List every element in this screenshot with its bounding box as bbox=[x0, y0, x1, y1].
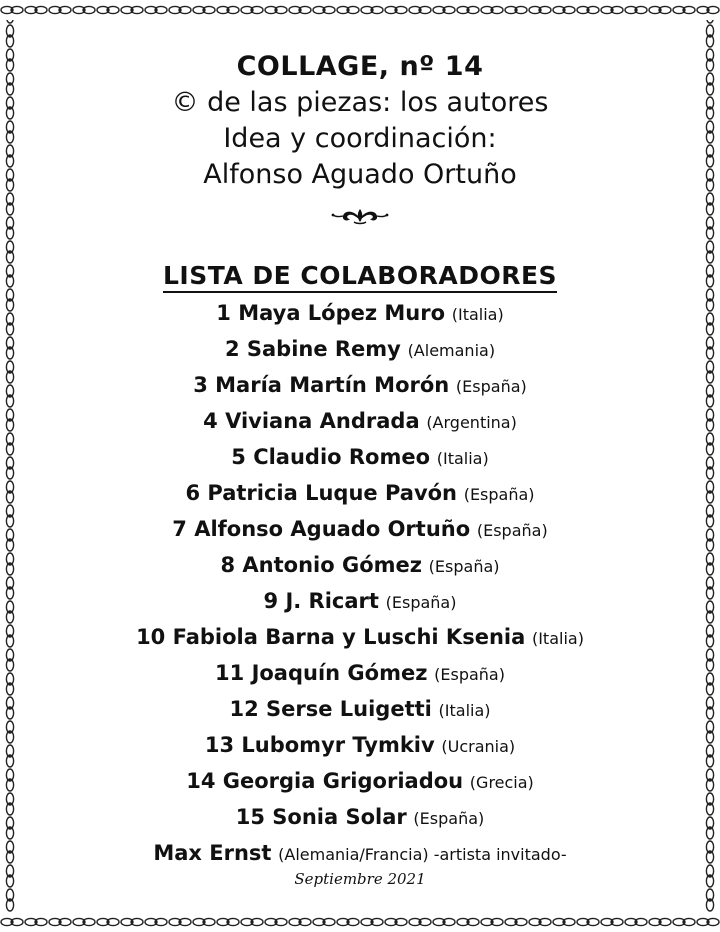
list-item bbox=[20, 800, 700, 836]
page-content bbox=[20, 20, 700, 912]
collaborator-country: (España) bbox=[463, 485, 535, 504]
collaborator-country: (España) bbox=[434, 665, 505, 684]
collaborator-name: 14 Georgia Grigoriadou bbox=[186, 769, 464, 793]
list-item bbox=[20, 764, 700, 800]
collaborator-country: (España) bbox=[413, 809, 485, 828]
collaborator-country: (Italia) bbox=[531, 629, 584, 648]
list-item bbox=[20, 728, 700, 764]
border-top bbox=[0, 0, 720, 20]
collaborator-country: (España) bbox=[476, 521, 548, 540]
collaborator-name: 1 Maya López Muro bbox=[216, 301, 446, 325]
collaborator-name: 10 Fabiola Barna y Luschi Ksenia bbox=[136, 625, 526, 649]
collaborator-country: (Argentina) bbox=[426, 413, 517, 432]
collaborator-country: (Italia) bbox=[451, 305, 504, 324]
collaborator-name: 12 Serse Luigetti bbox=[229, 697, 432, 721]
list-item bbox=[20, 332, 700, 368]
copyright-line: © de las piezas: los autores bbox=[171, 87, 549, 118]
idea-label: Idea y coordinación: bbox=[223, 123, 497, 154]
guest-country: (Alemania/Francia) -artista invitado- bbox=[278, 845, 567, 864]
ornamental-border-icon bbox=[700, 0, 720, 932]
publication-date: Septiembre 2021 bbox=[294, 870, 426, 888]
collaborator-name: 9 J. Ricart bbox=[263, 589, 379, 613]
guest-name: Max Ernst bbox=[153, 841, 272, 865]
list-item bbox=[20, 296, 700, 332]
list-item bbox=[20, 368, 700, 404]
collaborator-name: 3 María Martín Morón bbox=[193, 373, 450, 397]
list-heading-text: LISTA DE COLABORADORES bbox=[163, 261, 557, 293]
list-item bbox=[20, 548, 700, 584]
list-item bbox=[20, 620, 700, 656]
border-right bbox=[700, 0, 720, 932]
collaborators-list bbox=[20, 296, 700, 872]
collaborator-name: 5 Claudio Romeo bbox=[231, 445, 431, 469]
collaborator-name: 7 Alfonso Aguado Ortuño bbox=[172, 517, 471, 541]
collaborator-country: (Italia) bbox=[436, 449, 489, 468]
list-item bbox=[20, 404, 700, 440]
collaborator-country: (Italia) bbox=[438, 701, 491, 720]
collaborator-country: (España) bbox=[428, 557, 500, 576]
collaborator-name: 11 Joaquín Gómez bbox=[215, 661, 428, 685]
ornamental-border-icon bbox=[0, 0, 720, 20]
border-bottom bbox=[0, 912, 720, 932]
header-block bbox=[20, 49, 700, 193]
page-title: COLLAGE, nº 14 bbox=[236, 51, 484, 82]
list-item bbox=[20, 476, 700, 512]
collaborator-name: 15 Sonia Solar bbox=[235, 805, 407, 829]
collaborator-name: 2 Sabine Remy bbox=[224, 337, 401, 361]
list-item bbox=[20, 692, 700, 728]
ornamental-border-icon bbox=[0, 0, 20, 932]
collaborator-name: 8 Antonio Gómez bbox=[220, 553, 422, 577]
list-item bbox=[20, 656, 700, 692]
border-left bbox=[0, 0, 20, 932]
collaborator-country: (España) bbox=[455, 377, 527, 396]
collaborator-name: 6 Patricia Luque Pavón bbox=[185, 481, 458, 505]
collaborator-country: (España) bbox=[385, 593, 457, 612]
collaborator-country: (Ucrania) bbox=[441, 737, 516, 756]
list-item bbox=[20, 512, 700, 548]
collaborator-name: 13 Lubomyr Tymkiv bbox=[204, 733, 435, 757]
guest-artist bbox=[20, 836, 700, 872]
list-item bbox=[20, 584, 700, 620]
list-item bbox=[20, 440, 700, 476]
list-heading bbox=[20, 260, 700, 292]
coordinator-name: Alfonso Aguado Ortuño bbox=[203, 159, 517, 190]
collaborator-name: 4 Viviana Andrada bbox=[203, 409, 420, 433]
fleuron-icon bbox=[330, 205, 390, 227]
collaborator-country: (Alemania) bbox=[407, 341, 496, 360]
collaborator-country: (Grecia) bbox=[469, 773, 534, 792]
ornamental-border-icon bbox=[0, 912, 720, 932]
